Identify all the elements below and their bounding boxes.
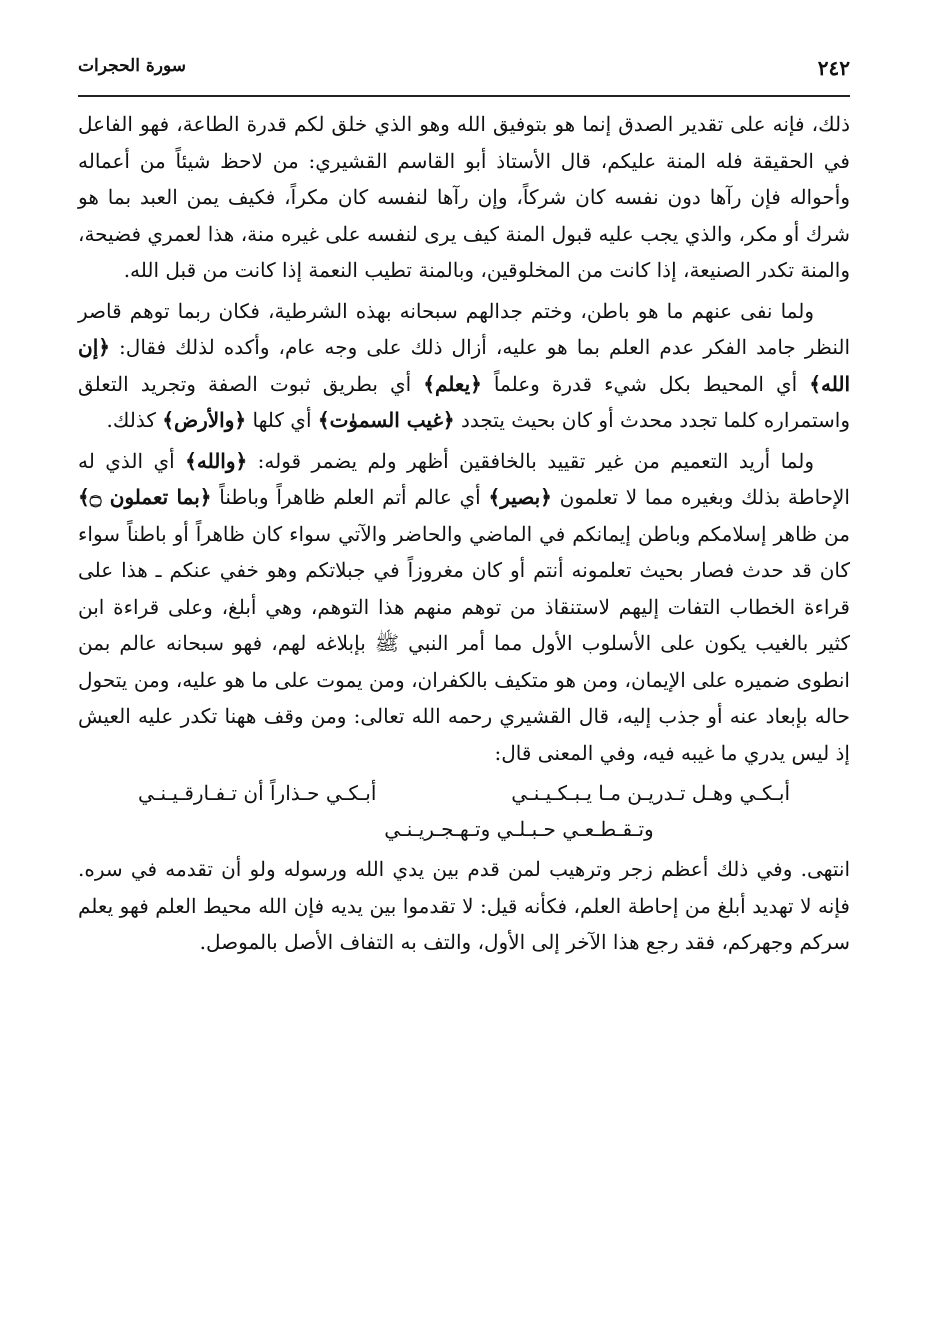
text-segment: ولما نفى عنهم ما هو باطن، وختم جدالهم سبحانه بهذه الشرطية، فكان ربما توهم قاصر النظر جامد الفكر عدم العلم بما هو عليه، أزال ذلك على وجه عام، وأكده لذلك فقال: [78, 298, 850, 359]
text-segment: من ظاهر إسلامكم وباطن إيمانكم في الماضي والحاضر والآتي سواء كان ظاهراً أو باطناً سواء كان قد حدث فصار بحيث تعلمونه أنتم أو كان مغروزاً في جبلاتكم وهو خفي عنكم ـ هذا على قراءة الخطاب التفات إليهم لاستنقاذ من توهم منهم هذا التوهم، وهي أبلغ، وعلى قراءة ابن كثير بالغيب يكون على الأسلوب الأول مما أمر النبي ﷺ بإبلاغه لهم، فهو سبحانه عالم بمن انطوى ضميره على الإيمان، ومن هو متكيف بالكفران، ومن يموت على ما هو عليه، ومن يتحول حاله بإبعاد عنه أو جذب إليه، قال القشيري رحمه الله تعالى: ومن وقف ههنا تكدر عليه العيش إذ ليس يدري ما غيبه فيه، وفي المعنى قال: [78, 521, 850, 765]
quran-quote: ﴿بما تعملون ۝﴾ [78, 485, 212, 509]
text-segment: أي المحيط بكل شيء قدرة وعلماً [481, 371, 810, 396]
verse-line-2 [78, 811, 850, 847]
quran-quote: ﴿غيب السموٰت﴾ [317, 408, 455, 432]
page-number: ٢٤٢ [817, 56, 850, 80]
paragraph-2 [78, 293, 850, 439]
text-segment: كذلك. [106, 408, 163, 432]
closing-paragraph [78, 851, 850, 961]
running-title: سورة الحجرات [78, 56, 187, 76]
page-header [78, 52, 850, 88]
quran-quote: ﴿بصير﴾ [488, 485, 552, 509]
text-segment: ولما أريد التعميم من غير تقييد بالخافقين أظهر ولم يضمر قوله: [247, 448, 815, 473]
poem-verses [78, 775, 850, 847]
quran-quote: ﴿والأرض﴾ [162, 408, 247, 432]
hemistich-right: أبـكـي وهـل تـدريـن مـا يـبـكـيـنـي [511, 781, 790, 805]
text-segment: أي بطريق ثبوت الصفة وتجريد التعلق واستمراره كلما تجدد محدث أو كان بحيث يتجدد [78, 371, 850, 432]
quran-quote: ﴿يعلم﴾ [423, 371, 482, 396]
quran-quote: ﴿إن الله﴾ [78, 335, 851, 396]
page-body [78, 106, 850, 961]
hemistich-second: وتـقـطـعـي حـبـلـي وتـهـجـريـنـي [384, 817, 654, 841]
paragraph-3 [78, 443, 850, 772]
header-divider [78, 95, 850, 97]
verse-line-1 [78, 775, 850, 811]
paragraph-1 [78, 106, 850, 289]
text-segment: أي عالم أتم العلم ظاهراً وباطناً [211, 485, 489, 509]
hemistich-left: أبـكـي حـذاراً أن تـفـارقـيـنـي [138, 781, 377, 805]
text-segment: أي كلها [246, 408, 318, 432]
text-segment: انتهى. وفي ذلك أعظم زجر وترهيب لمن قدم بين يدي الله ورسوله ولو أن تقدمه في سره. فإنه لا تهديد أبلغ من إحاطة العلم، فكأنه قيل: لا تقدموا بين يديه فإن الله محيط العلم فهو يعلم سركم وجهركم، فقد رجع هذا الآخر إلى الأول، والتف به التفاف الأصل بالموصل. [78, 857, 850, 954]
quran-quote: ﴿والله﴾ [185, 448, 248, 473]
text-segment: أي الذي له الإحاطة بذلك وبغيره مما لا تعلمون [78, 448, 850, 509]
text-segment: ذلك، فإنه على تقدير الصدق إنما هو بتوفيق الله وهو الذي خلق لكم قدرة الطاعة، فهو الفاعل في الحقيقة فله المنة عليكم، قال الأستاذ أبو القاسم القشيري: من لاحظ شيئاً من أعماله وأحواله فإن رآها دون نفسه كان شركاً، وإن رآها لنفسه كان مكراً، فكيف يمن العبد بما هو شرك أو مكر، والذي يجب عليه قبول المنة كيف يرى لنفسه على غيره منة، هذا لعمري فضيحة، والمنة تكدر الصنيعة، إذا كانت من المخلوقين، وبالمنة تطيب النعمة إذا كانت من قبل الله. [78, 112, 850, 282]
